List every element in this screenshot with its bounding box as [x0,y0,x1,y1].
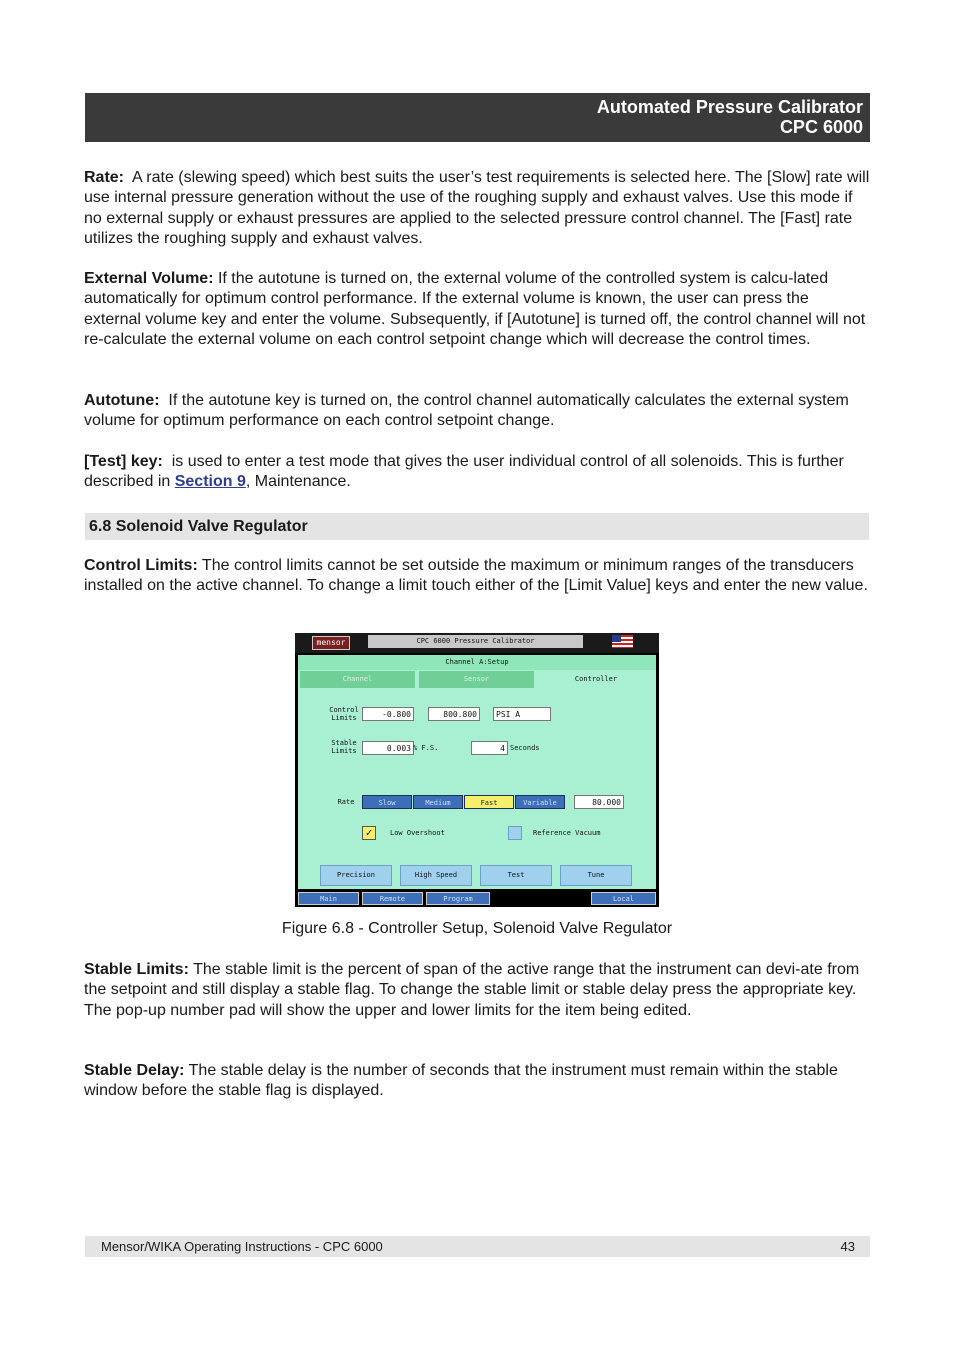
tab-channel[interactable]: Channel [300,671,415,688]
low-overshoot-checkbox[interactable]: ✓ [362,826,376,840]
autotune-paragraph [84,391,870,432]
footer-text: Mensor/WIKA Operating Instructions - CPC 6000 [101,1239,383,1254]
control-limit-high-field[interactable]: 800.800 [428,707,480,721]
control-limits-label: Control Limits [329,706,359,722]
section-heading: 6.8 Solenoid Valve Regulator [85,513,869,540]
rate-medium-button[interactable]: Medium [413,795,463,809]
stable-limits-term: Stable Limits: [84,961,189,978]
page-number: 43 [840,1239,855,1254]
header-model: CPC 6000 [779,117,863,137]
screen-titlebar [295,633,659,653]
stable-delay-text: The stable delay is the number of seconds that the instrument must remain within the stable window before the stable flag is displayed. [84,1062,838,1100]
figure-caption: Figure 6.8 - Controller Setup, Solenoid Valve Regulator [281,920,673,937]
page-footer [85,1236,870,1257]
stable-limits-label: Stable Limits [331,739,357,755]
precision-button[interactable]: Precision [320,865,392,886]
external-volume-text: If the autotune is turned on, the external volume of the controlled system is calcu-lated automatically for optimum control performance. If the external volume is known, the user can press the external volume key and enter the volume. Subsequently, if [Autotune] is turned off, the control channel will not re-calculate the external volume on each control setpoint change which will decrease the control times. [84,270,866,348]
mensor-logo: mensor [312,636,350,650]
high-speed-button[interactable]: High Speed [400,865,472,886]
us-flag-icon[interactable] [612,635,633,648]
variable-rate-field[interactable]: 80.000 [574,795,624,809]
stable-delay-term: Stable Delay: [84,1062,185,1079]
external-volume-paragraph [84,269,870,350]
control-limits-term: Control Limits: [84,557,198,574]
autotune-term: Autotune: [84,392,160,409]
units-field[interactable]: PSI A [493,707,551,721]
nav-program-button[interactable]: Program [426,892,490,905]
reference-vacuum-label: Reference Vacuum [533,829,601,837]
seconds-label: Seconds [510,744,540,752]
reference-vacuum-checkbox[interactable] [508,826,522,840]
rate-fast-button[interactable]: Fast [464,795,514,809]
control-limits-text: The control limits cannot be set outside the maximum or minimum ranges of the transducers installed on the active channel. To change a limit touch either of the [Limit Value] keys and enter the new value. [84,557,868,595]
control-limits-paragraph [84,556,870,597]
header-title: Automated Pressure Calibrator [596,97,863,117]
stable-limits-text: The stable limit is the percent of span of the active range that the instrument can devi-ate from the setpoint and still display a stable flag. To change the stable limit or stable delay press the appropriate key. The pop-up number pad will show the upper and lower limits for the item being edited. [84,961,860,1019]
rate-term: Rate: [84,169,125,186]
setup-panel [298,655,656,889]
stable-limits-paragraph [84,960,870,1021]
test-key-paragraph [84,452,870,493]
low-overshoot-label: Low Overshoot [390,829,445,837]
test-key-term: [Test] key: [84,453,163,470]
stable-delay-paragraph [84,1061,870,1102]
tune-button[interactable]: Tune [560,865,632,886]
external-volume-term: External Volume: [84,270,214,287]
rate-text: A rate (slewing speed) which best suits the user’s test requirements is selected here. The [Slow] rate will use internal pressure generation without the use of the roughing supply and exhaust valves. Use this mode if no external supply or exhaust pressures are applied to the selected pressure control channel. The [Fast] rate utilizes the roughing supply and exhaust valves. [84,169,870,247]
test-key-text: is used to enter a test mode that gives the user individual control of all solenoids. This is further described in [84,453,844,491]
rate-slow-button[interactable]: Slow [362,795,412,809]
rate-label: Rate [337,798,355,806]
tab-controller[interactable]: Controller [538,671,654,688]
page-header [85,93,870,142]
controller-setup-figure [295,633,659,907]
stable-unit-label: % F.S. [413,744,439,752]
nav-local-button[interactable]: Local [591,892,656,905]
section-9-link[interactable]: Section 9 [174,473,246,491]
test-button[interactable]: Test [480,865,552,886]
stable-delay-field[interactable]: 4 [471,741,508,755]
nav-remote-button[interactable]: Remote [362,892,423,905]
screen-title: CPC 6000 Pressure Calibrator [368,635,583,648]
stable-limit-field[interactable]: 0.003 [362,741,414,755]
nav-main-button[interactable]: Main [298,892,359,905]
autotune-text: If the autotune key is turned on, the control channel automatically calculates the external system volume for optimum performance on each control setpoint change. [84,392,849,430]
tab-sensor[interactable]: Sensor [419,671,534,688]
rate-paragraph [84,168,870,249]
channel-setup-title: Channel A:Setup [298,655,656,670]
rate-variable-button[interactable]: Variable [515,795,565,809]
control-limit-low-field[interactable]: -0.800 [362,707,414,721]
test-key-text-after: , Maintenance. [245,473,351,491]
